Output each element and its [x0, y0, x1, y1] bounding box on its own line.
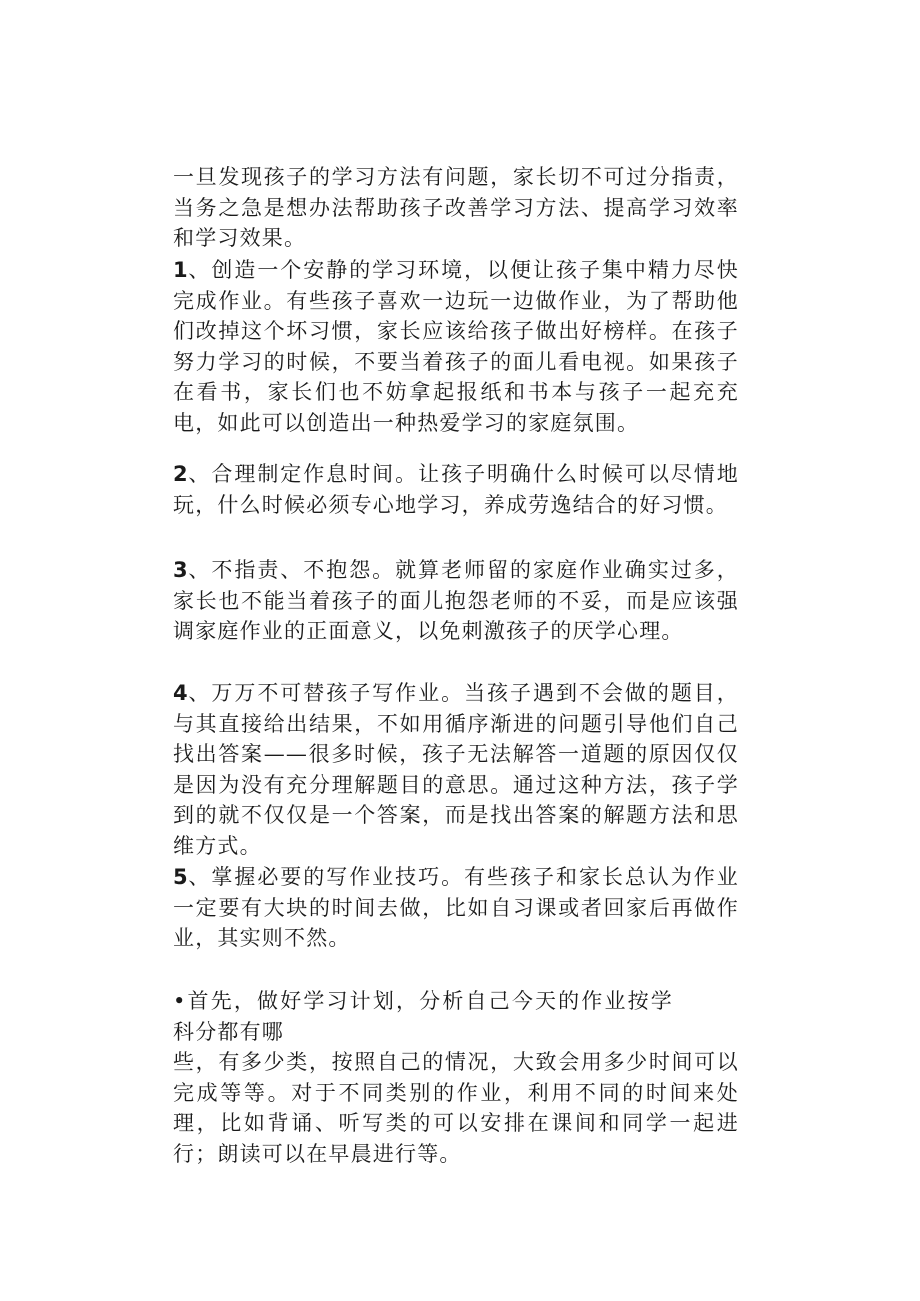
tip-number: 5	[173, 865, 188, 889]
tip-paragraph-5	[173, 862, 739, 954]
tip-number: 1	[173, 258, 188, 282]
tip-paragraph-1	[173, 255, 739, 438]
tip-text: 、创造一个安静的学习环境，以便让孩子集中精力尽快完成作业。有些孩子喜欢一边玩一边做作业，为了帮助他们改掉这个坏习惯，家长应该给孩子做出好榜样。在孩子努力学习的时候，不要当着孩子的面儿看电视。如果孩子在看书，家长们也不妨拿起报纸和书本与孩子一起充充电，如此可以创造出一种热爱学习的家庭氛围。	[173, 258, 739, 435]
tip-paragraph-2	[173, 459, 739, 520]
bullet-continuation: 些，有多少类，按照自己的情况，大致会用多少时间可以完成等等。对于不同类别的作业，利用不同的时间来处理，比如背诵、听写类的可以安排在课间和同学一起进行；朗读可以在早晨进行等。	[173, 1050, 739, 1166]
tip-text: 、掌握必要的写作业技巧。有些孩子和家长总认为作业一定要有大块的时间去做，比如自习课或者回家后再做作业，其实则不然。	[173, 865, 739, 950]
bullet-first-line: •首先，做好学习计划，分析自己今天的作业按学科分都有哪	[173, 989, 673, 1044]
tip-number: 2	[173, 462, 188, 486]
tip-text: 、万万不可替孩子写作业。当孩子遇到不会做的题目，与其直接给出结果，不如用循序渐进的问题引导他们自己找出答案——很多时候，孩子无法解答一道题的原因仅仅是因为没有充分理解题目的意思。通过这种方法，孩子学到的就不仅仅是一个答案，而是找出答案的解题方法和思维方式。	[173, 681, 739, 858]
tip-paragraph-3	[173, 555, 739, 647]
tip-number: 3	[173, 558, 188, 582]
intro-paragraph: 一旦发现孩子的学习方法有问题，家长切不可过分指责，当务之急是想办法帮助孩子改善学习方法、提高学习效率和学习效果。	[173, 165, 739, 250]
tip-text: 、不指责、不抱怨。就算老师留的家庭作业确实过多，家长也不能当着孩子的面儿抱怨老师的不妥，而是应该强调家庭作业的正面意义，以免刺激孩子的厌学心理。	[173, 558, 739, 643]
tip-paragraph-4	[173, 678, 739, 861]
tip-text: 、合理制定作息时间。让孩子明确什么时候可以尽情地玩，什么时候必须专心地学习，养成劳逸结合的好习惯。	[173, 462, 739, 517]
tip-number: 4	[173, 681, 188, 705]
bullet-paragraph	[173, 986, 739, 1169]
